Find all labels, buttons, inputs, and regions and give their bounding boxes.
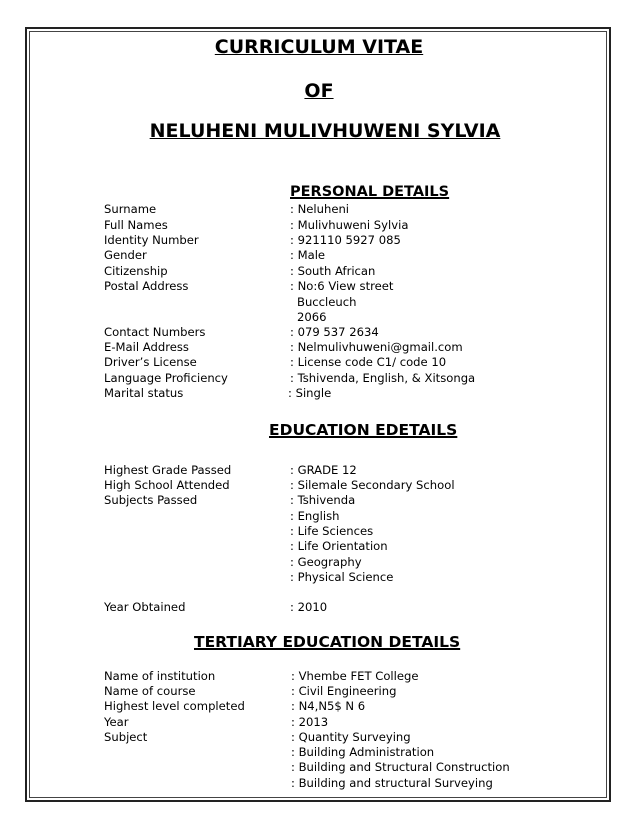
personal-details-heading: PERSONAL DETAILS [290,184,450,200]
row-label: E-Mail Address [104,340,189,354]
tertiary-row [0,669,638,685]
row-label: Citizenship [104,264,168,278]
row-value: 2066 [297,310,327,324]
row-label: Year Obtained [104,600,186,614]
personal-row [0,218,638,234]
education-details-heading: EDUCATION EDETAILS [269,421,458,439]
row-label: Contact Numbers [104,325,206,339]
row-label: Highest level completed [104,699,245,713]
personal-row [0,386,638,402]
row-value: : 2010 [290,600,328,614]
row-value: : 079 537 2634 [290,325,379,339]
row-value: : Tshivenda, English, & Xitsonga [290,371,476,385]
row-value: : 921110 5927 085 [290,233,401,247]
row-value: : No:6 View street [290,279,394,293]
personal-row [0,355,638,371]
row-label: Postal Address [104,279,189,293]
tertiary-education-heading: TERTIARY EDUCATION DETAILS [194,633,461,651]
education-row [0,570,638,586]
candidate-name: NELUHENI MULIVHUWENI SYLVIA [149,120,501,142]
row-label: Full Names [104,218,168,232]
tertiary-row [0,760,638,776]
row-value: : Building and Structural Construction [291,760,510,774]
row-value: : South African [290,264,376,278]
row-value: : Neluheni [290,202,350,216]
row-label: Subjects Passed [104,493,198,507]
row-label: Year [104,715,129,729]
row-value: : Quantity Surveying [291,730,411,744]
row-label: Language Proficiency [104,371,228,385]
personal-row [0,295,638,311]
row-value: : Mulivhuweni Sylvia [290,218,409,232]
row-label: Name of course [104,684,196,698]
row-value: : Building Administration [291,745,435,759]
education-row [0,539,638,555]
tertiary-row [0,776,638,792]
education-row [0,555,638,571]
personal-row [0,371,638,387]
row-value: : GRADE 12 [290,463,357,477]
row-value: : Nelmulivhuweni@gmail.com [290,340,463,354]
row-value: : License code C1/ code 10 [290,355,447,369]
tertiary-row [0,715,638,731]
personal-row [0,248,638,264]
row-label: Subject [104,730,148,744]
row-value: : Physical Science [290,570,394,584]
row-value: : Civil Engineering [291,684,397,698]
personal-row [0,310,638,326]
row-label: Gender [104,248,147,262]
row-value: : Life Sciences [290,524,374,538]
row-label: Identity Number [104,233,199,247]
row-value: : Single [288,386,332,400]
row-value: : Tshivenda [290,493,356,507]
education-row [0,509,638,525]
row-value: : Vhembe FET College [291,669,419,683]
personal-row [0,325,638,341]
tertiary-row [0,730,638,746]
row-label: Surname [104,202,157,216]
row-label: High School Attended [104,478,230,492]
education-row [0,600,638,616]
row-value: : 2013 [291,715,329,729]
education-row [0,524,638,540]
tertiary-row [0,745,638,761]
row-label: Highest Grade Passed [104,463,232,477]
row-value: : English [290,509,340,523]
title-of: OF [304,80,334,102]
personal-row [0,279,638,295]
tertiary-row [0,684,638,700]
row-label: Driver’s License [104,355,197,369]
personal-row [0,264,638,280]
row-value: Buccleuch [297,295,357,309]
row-label: Marital status [104,386,184,400]
row-value: : Life Orientation [290,539,388,553]
row-value: : Male [290,248,326,262]
personal-row [0,202,638,218]
tertiary-row [0,699,638,715]
education-row [0,478,638,494]
personal-row [0,233,638,249]
row-value: : Geography [290,555,362,569]
row-label: Name of institution [104,669,216,683]
row-value: : N4,N5$ N 6 [291,699,366,713]
education-row [0,493,638,509]
row-value: : Silemale Secondary School [290,478,455,492]
personal-row [0,340,638,356]
education-row [0,463,638,479]
document-title: CURRICULUM VITAE [214,36,424,58]
row-value: : Building and structural Surveying [291,776,493,790]
